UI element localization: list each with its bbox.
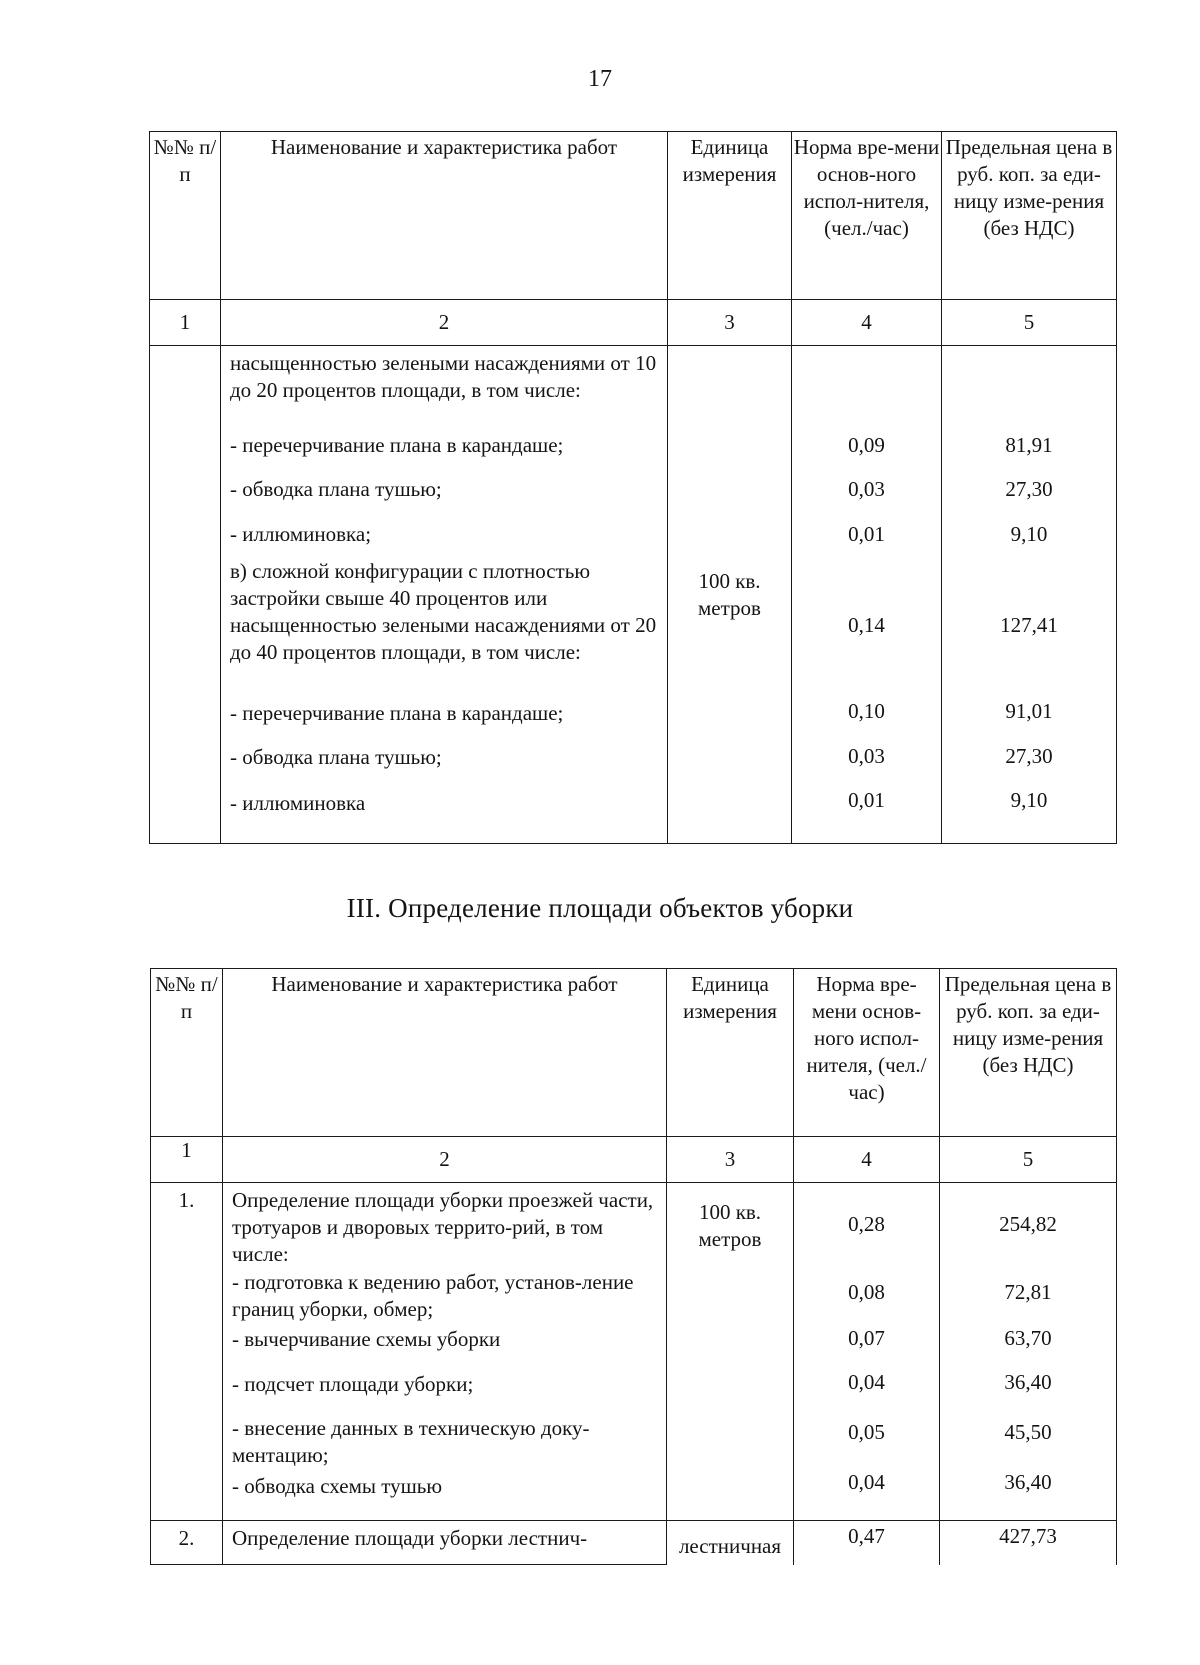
work-name: - иллюминовка; — [230, 522, 372, 546]
norm-value: 0,04 — [848, 1470, 885, 1494]
norm-value: 0,09 — [848, 433, 885, 457]
header-unit: Единица измерения — [667, 969, 794, 1137]
row-num: 2. — [151, 1521, 223, 1565]
work-name-cell — [221, 346, 668, 844]
header-price: Предельная цена в руб. коп. за еди-ницу изме-рения (без НДС) — [942, 132, 1117, 300]
price-value: 427,73 — [940, 1521, 1117, 1565]
price-value: 254,82 — [999, 1212, 1057, 1236]
price-cell — [942, 346, 1117, 844]
header-price: Предельная цена в руб. коп. за еди-ницу изме-рения (без НДС) — [940, 969, 1117, 1137]
price-value: 9,10 — [1010, 788, 1048, 812]
work-name: насыщенностью зелеными насаждениями от 10 до 20 процентов площади, в том числе: — [230, 351, 657, 402]
norm-value: 0,14 — [848, 613, 885, 637]
norm-value: 0,01 — [848, 788, 885, 812]
price-value: 81,91 — [1005, 433, 1053, 457]
price-cell — [940, 1183, 1117, 1521]
work-name: - подсчет площади уборки; — [232, 1372, 474, 1396]
table-header-row — [151, 969, 1117, 1137]
unit-cell: 100 кв. метров — [667, 1183, 794, 1521]
table-row — [151, 1521, 1117, 1565]
work-name: в) сложной конфигурации с плотностью застройки свыше 40 процентов или насыщенностью зелеными насаждениями от 20 до 40 процентов площади, в том числе: — [230, 559, 657, 664]
price-value: 91,01 — [1005, 699, 1053, 723]
norm-value: 0,03 — [848, 744, 885, 768]
header-num: №№ п/п — [150, 132, 221, 300]
col-number: 4 — [792, 300, 942, 346]
col-number: 5 — [940, 1137, 1117, 1183]
norm-value: 0,10 — [848, 699, 885, 723]
page-number: 17 — [588, 66, 612, 92]
header-norm: Норма вре-мени основ-ного испол-нителя, (чел./час) — [794, 969, 940, 1137]
work-name: - перечерчивание плана в карандаше; — [230, 433, 564, 457]
col-number: 2 — [223, 1137, 667, 1183]
norm-value: 0,04 — [848, 1370, 885, 1394]
header-name: Наименование и характеристика работ — [221, 132, 668, 300]
rates-table-continued — [149, 131, 1117, 844]
header-num: №№ п/п — [151, 969, 223, 1137]
unit-cell: 100 кв. метров — [668, 346, 792, 844]
price-value: 27,30 — [1005, 744, 1053, 768]
price-value: 36,40 — [1004, 1470, 1052, 1494]
col-number: 4 — [794, 1137, 940, 1183]
norm-cell — [792, 346, 942, 844]
work-name-cell — [223, 1183, 667, 1521]
column-number-row — [151, 1137, 1117, 1183]
norm-value: 0,05 — [848, 1420, 885, 1444]
row-num: 1. — [151, 1183, 223, 1521]
col-number: 2 — [221, 300, 668, 346]
work-name: - обводка плана тушью; — [230, 477, 442, 501]
table-row — [151, 1183, 1117, 1521]
work-name: Определение площади уборки проезжей части, тротуаров и дворовых террито-рий, в том числе: — [232, 1188, 654, 1266]
col-number: 1 — [150, 300, 221, 346]
norm-value: 0,28 — [848, 1212, 885, 1236]
price-value: 72,81 — [1004, 1280, 1052, 1304]
price-value: 45,50 — [1004, 1420, 1052, 1444]
work-name: - перечерчивание плана в карандаше; — [230, 701, 564, 725]
table-header-row — [150, 132, 1117, 300]
norm-value: 0,47 — [794, 1521, 940, 1565]
work-name: - иллюминовка — [230, 791, 366, 815]
header-name: Наименование и характеристика работ — [223, 969, 667, 1137]
price-value: 27,30 — [1005, 477, 1053, 501]
work-name: - подготовка к ведению работ, установ-ление границ уборки, обмер; — [232, 1270, 634, 1321]
price-value: 9,10 — [1010, 522, 1048, 546]
price-value: 127,41 — [1000, 613, 1058, 637]
norm-value: 0,07 — [848, 1326, 885, 1350]
norm-value: 0,01 — [848, 522, 885, 546]
norm-value: 0,08 — [848, 1280, 885, 1304]
norm-value: 0,03 — [848, 477, 885, 501]
work-name: - обводка схемы тушью — [232, 1474, 443, 1498]
col-number: 1 — [151, 1137, 223, 1183]
work-name: - внесение данных в техническую доку-ментацию; — [232, 1416, 590, 1467]
price-value: 63,70 — [1004, 1326, 1052, 1350]
norm-cell — [794, 1183, 940, 1521]
header-norm: Норма вре-мени основ-ного испол-нителя, (чел./час) — [792, 132, 942, 300]
cleaning-area-table — [150, 968, 1117, 1565]
section-title: III. Определение площади объектов уборки — [346, 893, 854, 923]
work-name: - вычерчивание схемы уборки — [232, 1327, 501, 1351]
row-num-cell — [150, 346, 221, 844]
work-name: Определение площади уборки лестнич- — [223, 1521, 667, 1565]
col-number: 3 — [668, 300, 792, 346]
header-unit: Единица измерения — [668, 132, 792, 300]
price-value: 36,40 — [1004, 1370, 1052, 1394]
col-number: 3 — [667, 1137, 794, 1183]
column-number-row — [150, 300, 1117, 346]
col-number: 5 — [942, 300, 1117, 346]
unit-cell: лестничная — [667, 1521, 794, 1565]
work-name: - обводка плана тушью; — [230, 745, 442, 769]
table-row — [150, 346, 1117, 844]
